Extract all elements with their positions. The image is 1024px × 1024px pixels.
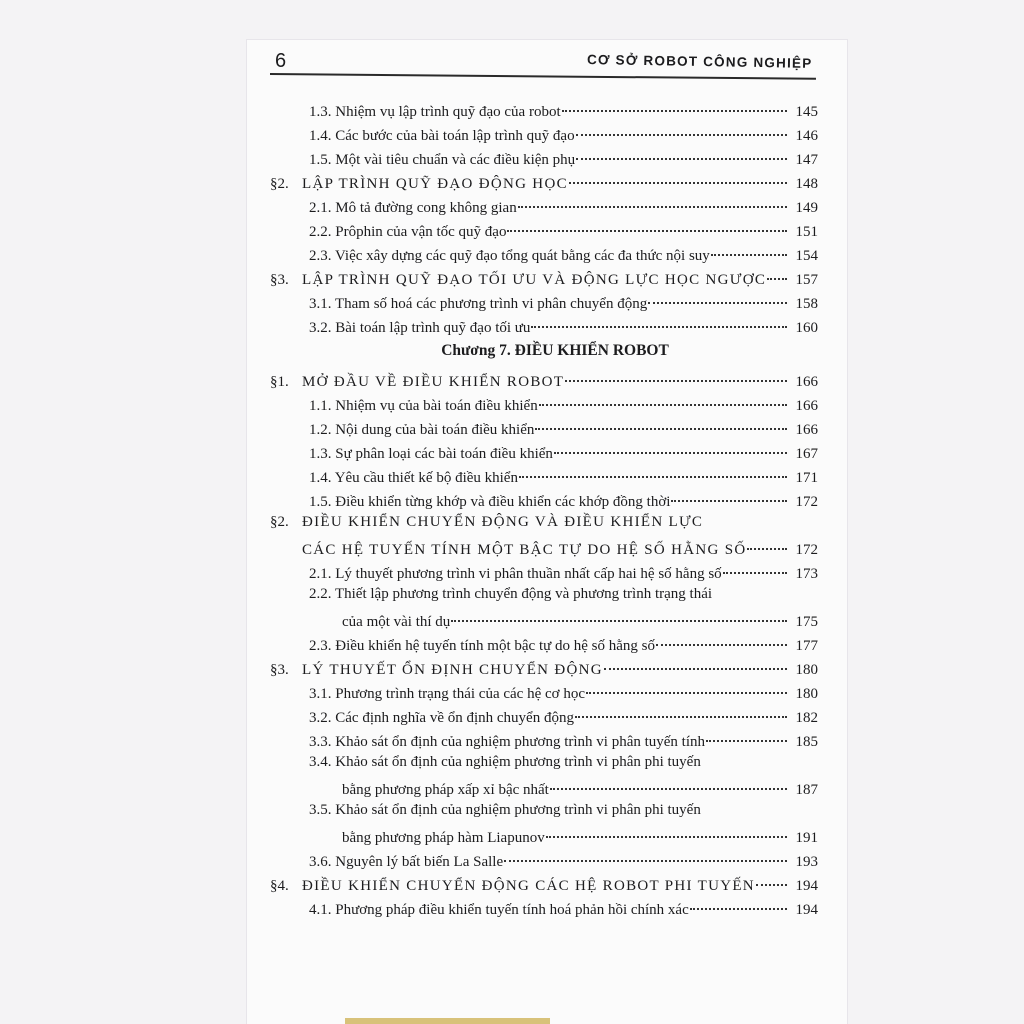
toc-entry-continuation — [270, 774, 818, 798]
toc-entry-page: 172 — [795, 494, 818, 510]
toc-entry-page: 177 — [795, 638, 818, 654]
toc-entry-title-cont: bằng phương pháp hàm Liapunov — [342, 830, 545, 846]
section-number: §1. — [270, 374, 289, 390]
toc-entry-page: 193 — [795, 854, 818, 870]
toc-entry-page: 191 — [795, 830, 818, 846]
toc-entry-page: 182 — [795, 710, 818, 726]
toc-entry-title: 2.3. Việc xây dựng các quỹ đạo tổng quát bằng các đa thức nội suy — [309, 248, 710, 264]
toc-entry-title: 2.1. Lý thuyết phương trình vi phân thuần nhất cấp hai hệ số hằng số — [309, 566, 722, 582]
section-number: §3. — [270, 662, 289, 678]
leader-dots — [723, 554, 787, 574]
toc-entry-page: 173 — [795, 566, 818, 582]
toc-entry — [270, 846, 818, 870]
toc-entry-page: 158 — [795, 296, 818, 312]
toc-entry-title: 3.6. Nguyên lý bất biến La Salle — [309, 854, 504, 870]
leader-dots — [507, 212, 787, 232]
leader-dots — [706, 722, 787, 742]
toc-entry-title: 3.3. Khảo sát ổn định của nghiệm phương trình vi phân tuyến tính — [309, 734, 706, 750]
toc-entry-page: 146 — [795, 128, 818, 144]
toc-entry-title: 3.5. Khảo sát ổn định của nghiệm phương trình vi phân phi tuyến — [309, 802, 701, 818]
toc-entry — [270, 726, 818, 750]
cover-edge-strip — [345, 1018, 550, 1024]
toc-entry-title: 3.4. Khảo sát ổn định của nghiệm phương trình vi phân phi tuyến — [309, 754, 701, 770]
toc-entry-title: 1.5. Một vài tiêu chuẩn và các điều kiện phụ — [309, 152, 576, 168]
toc-section-title: LẬP TRÌNH QUỸ ĐẠO TỐI ƯU VÀ ĐỘNG LỰC HỌC NGƯỢC — [302, 272, 767, 288]
leader-dots — [648, 284, 787, 304]
toc-section — [270, 510, 818, 534]
toc-entry-page: 151 — [795, 224, 818, 240]
toc-entry-page: 180 — [795, 662, 818, 678]
toc-section-title: MỞ ĐẦU VỀ ĐIỀU KHIỂN ROBOT — [302, 374, 565, 390]
toc-entry-title: 1.2. Nội dung của bài toán điều khiển — [309, 422, 535, 438]
toc-entry-title-cont: bằng phương pháp xấp xỉ bậc nhất — [342, 782, 549, 798]
toc-entry-page: 171 — [795, 470, 818, 486]
leader-dots — [546, 818, 787, 838]
leader-dots — [604, 650, 787, 670]
page-number: 6 — [275, 50, 287, 72]
leader-dots — [539, 386, 787, 406]
toc-entry-title: 2.1. Mô tả đường cong không gian — [309, 200, 517, 216]
toc-entry — [270, 240, 818, 264]
running-head: CƠ SỞ ROBOT CÔNG NGHIỆP — [586, 52, 813, 71]
toc-entry — [270, 558, 818, 582]
toc-entry-title: 1.1. Nhiệm vụ của bài toán điều khiển — [309, 398, 538, 414]
leader-dots — [554, 434, 787, 454]
toc-entry-page: 185 — [795, 734, 818, 750]
toc-entry-page: 160 — [795, 320, 818, 336]
toc-entry-page: 145 — [795, 104, 818, 120]
toc-section-title: LÝ THUYẾT ỔN ĐỊNH CHUYỂN ĐỘNG — [302, 662, 603, 678]
toc-entry-title: 3.2. Bài toán lập trình quỹ đạo tối ưu — [309, 320, 531, 336]
chapter-title: Chương 7. ĐIỀU KHIỂN ROBOT — [441, 342, 669, 359]
leader-dots — [565, 362, 787, 382]
toc-entry-page: 194 — [795, 902, 818, 918]
toc-entry — [270, 894, 818, 918]
toc-entry-title: 2.3. Điều khiển hệ tuyến tính một bậc tự do hệ số hằng số — [309, 638, 655, 654]
table-of-contents — [270, 96, 818, 918]
leader-dots — [550, 770, 787, 790]
toc-entry-title: 1.3. Sự phân loại các bài toán điều khiển — [309, 446, 553, 462]
toc-entry-title: 3.1. Phương trình trạng thái của các hệ cơ học — [309, 686, 585, 702]
toc-entry-page: 157 — [795, 272, 818, 288]
leader-dots — [562, 92, 787, 112]
toc-entry-page: 166 — [795, 422, 818, 438]
toc-entry-page: 149 — [795, 200, 818, 216]
leader-dots — [711, 236, 787, 256]
toc-entry-title: 2.2. Prôphin của vận tốc quỹ đạo — [309, 224, 507, 240]
leader-dots — [586, 674, 787, 694]
toc-entry-title: 3.2. Các định nghĩa về ổn định chuyển động — [309, 710, 574, 726]
leader-dots — [519, 458, 787, 478]
toc-entry-title: 4.1. Phương pháp điều khiển tuyến tính hoá phản hồi chính xác — [309, 902, 689, 918]
toc-entry-page: 194 — [795, 878, 818, 894]
toc-section-title: ĐIỀU KHIỂN CHUYỂN ĐỘNG VÀ ĐIỀU KHIỂN LỰC — [302, 514, 704, 530]
toc-section-title-cont: CÁC HỆ TUYẾN TÍNH MỘT BẬC TỰ DO HỆ SỐ HẰNG SỐ — [302, 542, 747, 558]
toc-section-title: ĐIỀU KHIỂN CHUYỂN ĐỘNG CÁC HỆ ROBOT PHI TUYẾN — [302, 878, 755, 894]
toc-entry — [270, 486, 818, 510]
leader-dots — [569, 164, 787, 184]
toc-entry-title: 1.5. Điều khiển từng khớp và điều khiển các khớp đồng thời — [309, 494, 671, 510]
toc-entry-page: 175 — [795, 614, 818, 630]
toc-entry-page: 148 — [795, 176, 818, 192]
toc-entry-page: 154 — [795, 248, 818, 264]
leader-dots — [671, 482, 787, 502]
toc-entry-title: 1.3. Nhiệm vụ lập trình quỹ đạo của robot — [309, 104, 561, 120]
toc-entry — [270, 312, 818, 336]
toc-entry-page: 187 — [795, 782, 818, 798]
section-number: §3. — [270, 272, 289, 288]
leader-dots — [756, 866, 787, 886]
toc-entry-page: 166 — [795, 398, 818, 414]
toc-section-title: LẬP TRÌNH QUỸ ĐẠO ĐỘNG HỌC — [302, 176, 568, 192]
toc-entry-page: 167 — [795, 446, 818, 462]
leader-dots — [535, 410, 787, 430]
toc-entry-title: 1.4. Các bước của bài toán lập trình quỹ đạo — [309, 128, 575, 144]
leader-dots — [576, 140, 787, 160]
toc-entry-page: 147 — [795, 152, 818, 168]
section-number: §4. — [270, 878, 289, 894]
leader-dots — [451, 602, 787, 622]
leader-dots — [767, 260, 787, 280]
toc-entry-page: 180 — [795, 686, 818, 702]
leader-dots — [504, 842, 787, 862]
leader-dots — [747, 530, 787, 550]
toc-entry-title: 3.1. Tham số hoá các phương trình vi phân chuyển động — [309, 296, 648, 312]
leader-dots — [576, 116, 787, 136]
toc-entry-page: 172 — [795, 542, 818, 558]
section-number: §2. — [270, 176, 289, 192]
toc-entry-title-cont: của một vài thí dụ — [342, 614, 451, 630]
toc-entry-title: 1.4. Yêu cầu thiết kế bộ điều khiển — [309, 470, 518, 486]
leader-dots — [690, 890, 787, 910]
leader-dots — [656, 626, 787, 646]
leader-dots — [575, 698, 787, 718]
toc-entry-page: 166 — [795, 374, 818, 390]
leader-dots — [531, 308, 787, 328]
section-number: §2. — [270, 514, 289, 530]
leader-dots — [518, 188, 787, 208]
toc-entry-title: 2.2. Thiết lập phương trình chuyển động và phương trình trạng thái — [309, 586, 713, 602]
